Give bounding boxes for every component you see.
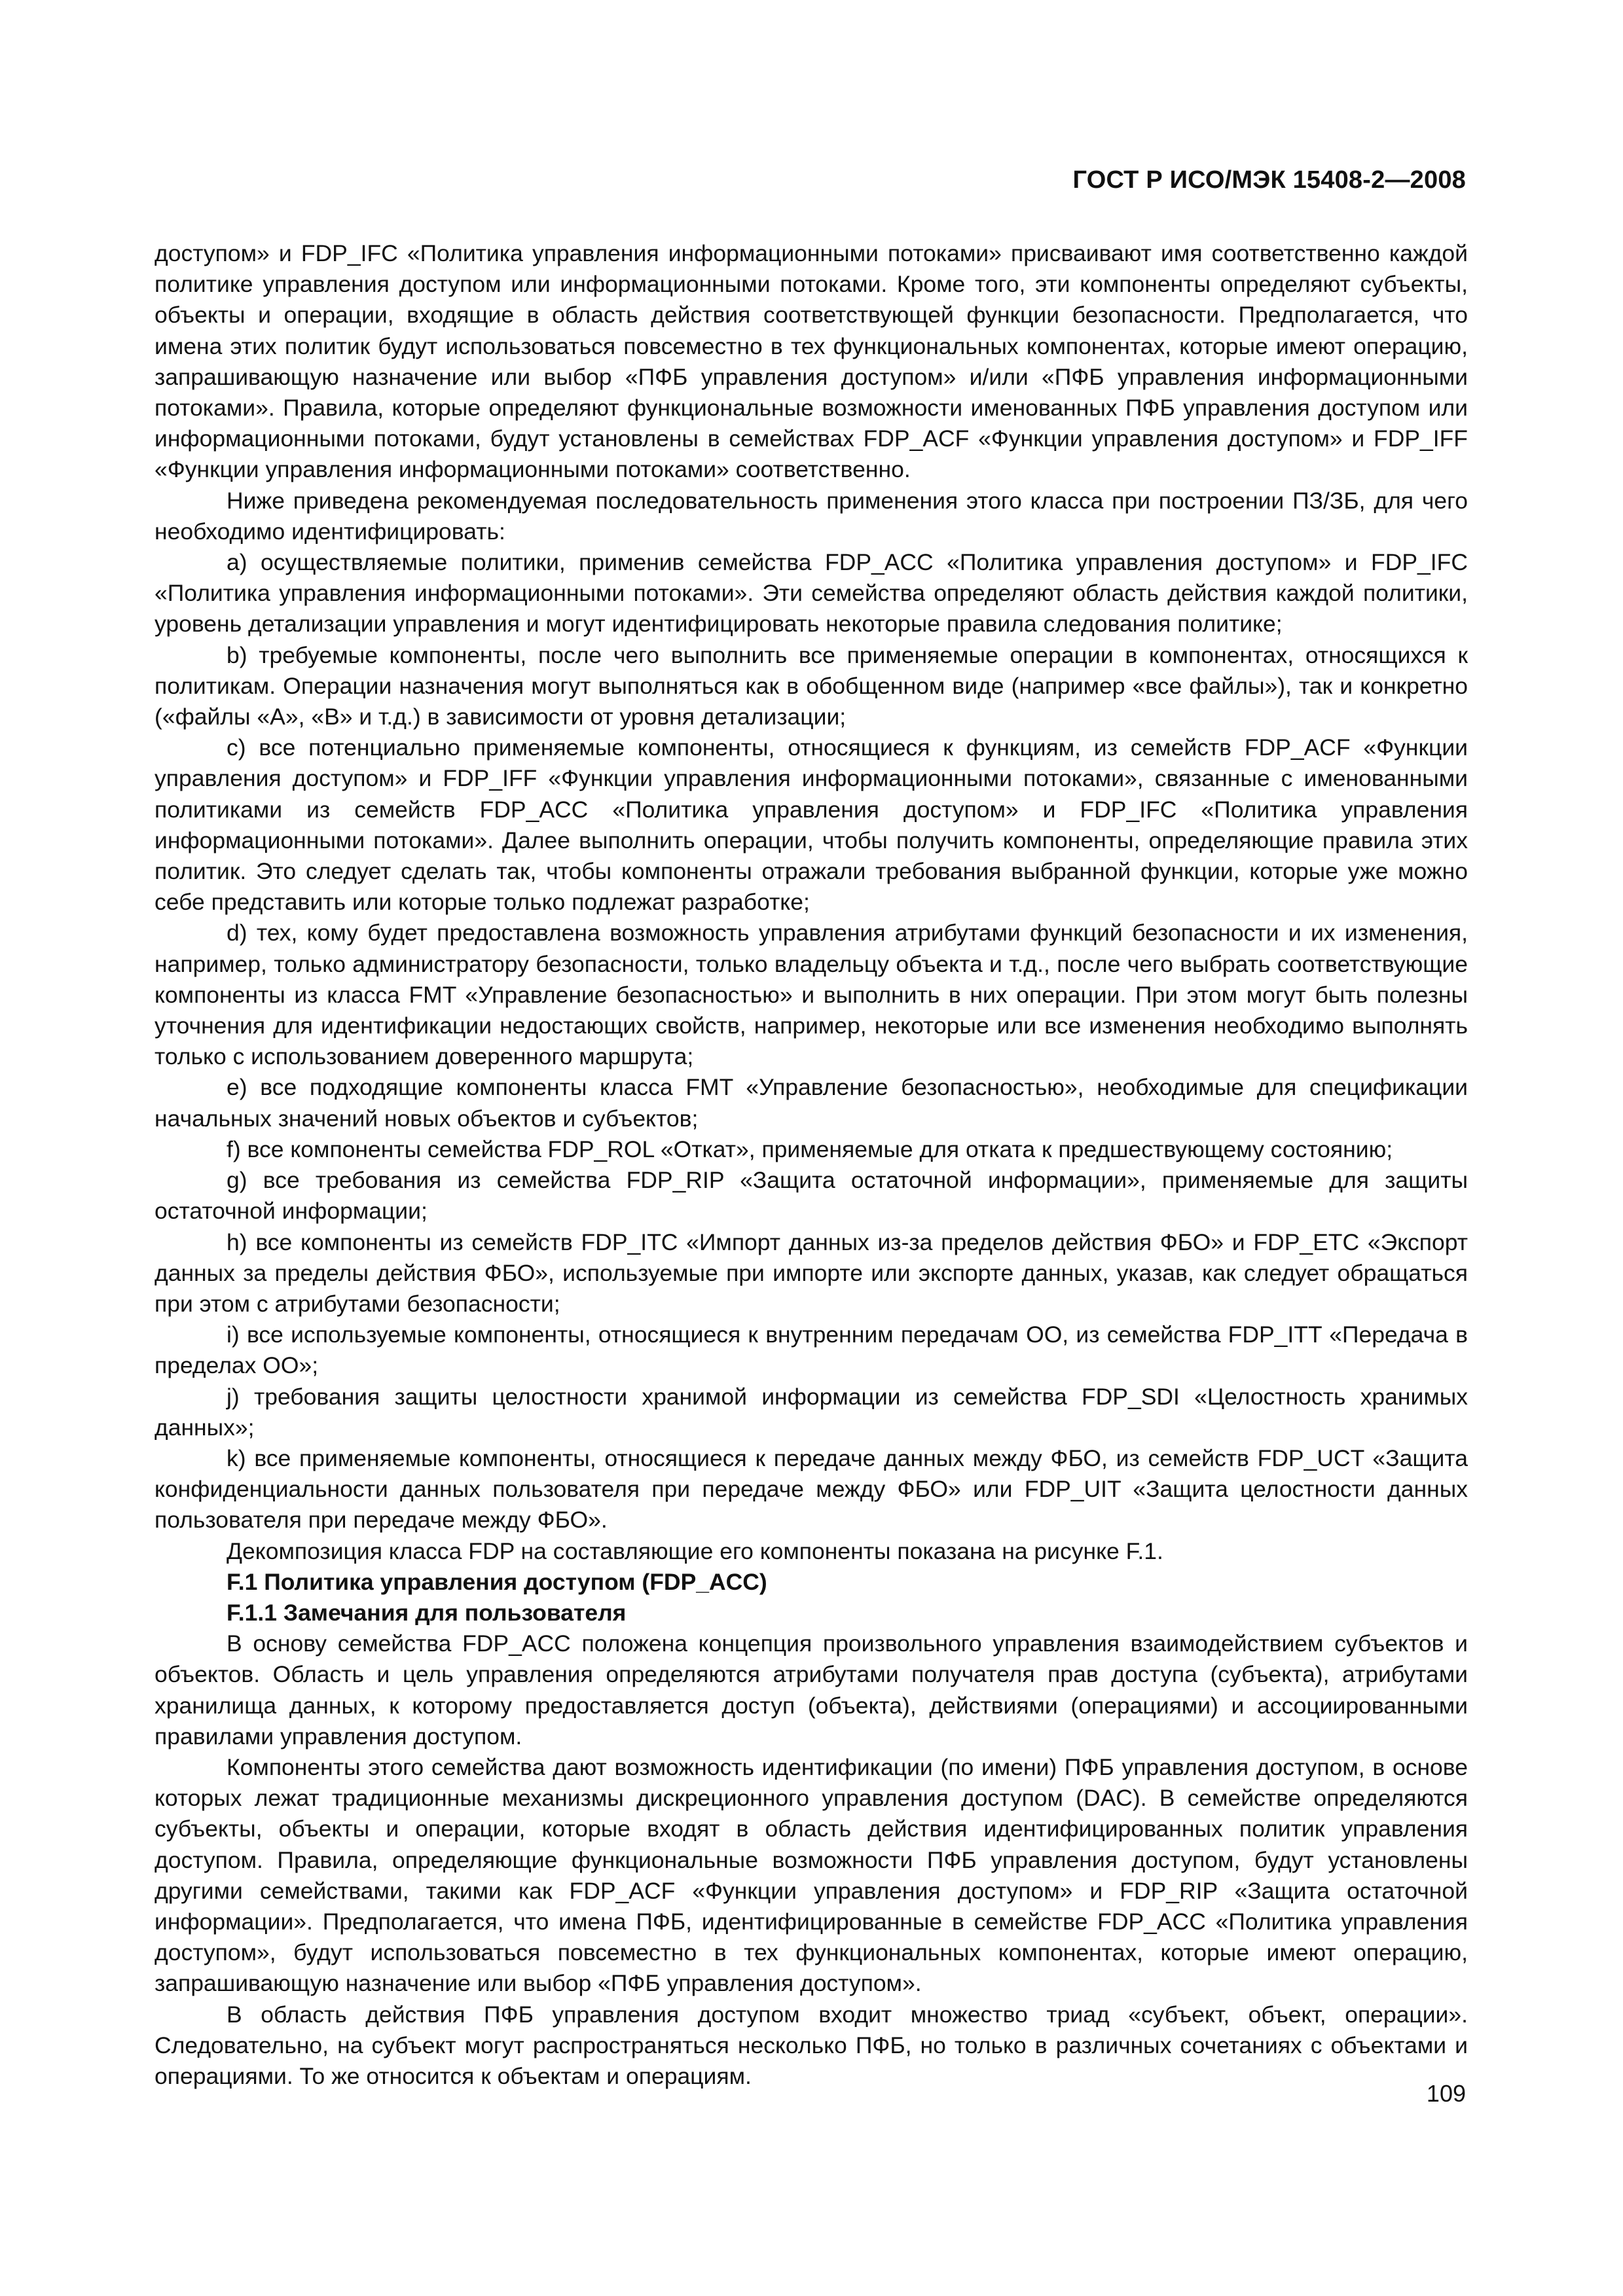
paragraph: Ниже приведена рекомендуемая последовательность применения этого класса при построении ПЗ/ЗБ, для чего необходимо идентифицировать: (155, 487, 1468, 545)
subsection-heading: F.1.1 Замечания для пользователя (227, 1599, 627, 1626)
paragraph: доступом» и FDP_IFC «Политика управления информационными потоками» присваивают имя соответственно каждой политике управления доступом или информационными потоками. Кроме того, эти компоненты определяют субъекты, объекты и операции, входящие в область действия соответствующей функции безопасности. Предполагается, что имена этих политик будут использоваться повсеместно в тех функциональных компонентах, которые имеют операцию, запрашивающую назначение или выбор «ПФБ управления доступом» и/или «ПФБ управления информационными потоками». Правила, которые определяют функциональные возможности именованных ПФБ управления доступом или информационными потоками, будут установлены в семействах FDP_ACF «Функции управления доступом» и FDP_IFF «Функции управления информационными потоками» соответственно. (155, 240, 1468, 483)
document-body (155, 238, 1468, 2092)
page-header-doc-id: ГОСТ Р ИСО/МЭК 15408-2—2008 (1072, 166, 1466, 194)
list-item-a: a) осуществляемые политики, применив семейства FDP_ACC «Политика управления доступом» и FDP_IFC «Политика управления информационными потоками». Эти семейства определяют область действия каждой политики, уровень детализации управления и могут идентифицировать некоторые правила следования политике; (155, 549, 1468, 637)
list-item-j: j) требования защиты целостности хранимой информации из семейства FDP_SDI «Целостность хранимых данных»; (155, 1383, 1468, 1441)
list-item-i: i) все используемые компоненты, относящиеся к внутренним передачам ОО, из семейства FDP_ITT «Передача в пределах ОО»; (155, 1321, 1468, 1379)
list-item-k: k) все применяемые компоненты, относящиеся к передаче данных между ФБО, из семейств FDP_UCT «Защита конфиденциальности данных пользователя при передаче между ФБО» или FDP_UIT «Защита целостности данных пользователя при передаче между ФБО». (155, 1444, 1468, 1534)
paragraph: Декомпозиция класса FDP на составляющие его компоненты показана на рисунке F.1. (227, 1537, 1163, 1564)
paragraph: Компоненты этого семейства дают возможность идентификации (по имени) ПФБ управления доступом, в основе которых лежат традиционные механизмы дискреционного управления доступом (DAC). В семействе определяются субъекты, объекты и операции, которые входят в область действия идентифицированных политик управления доступом. Правила, определяющие функциональные возможности ПФБ управления доступом, будут установлены другими семействами, такими как FDP_ACF «Функции управления доступом» и FDP_RIP «Защита остаточной информации». Предполагается, что имена ПФБ, идентифицированные в семействе FDP_ACC «Политика управления доступом», будут использоваться повсеместно в тех функциональных компонентах, которые имеют операцию, запрашивающую назначение или выбор «ПФБ управления доступом». (155, 1753, 1468, 1997)
list-item-e: e) все подходящие компоненты класса FMT «Управление безопасностью», необходимые для спецификации начальных значений новых объектов и субъектов; (155, 1074, 1468, 1132)
section-heading: F.1 Политика управления доступом (FDP_ACC) (227, 1568, 767, 1595)
list-item-f: f) все компоненты семейства FDP_ROL «Откат», применяемые для отката к предшествующему состоянию; (227, 1136, 1393, 1162)
list-item-g: g) все требования из семейства FDP_RIP «Защита остаточной информации», применяемые для защиты остаточной информации; (155, 1167, 1468, 1225)
paragraph: В область действия ПФБ управления доступом входит множество триад «субъект, объект, операции». Следовательно, на субъект могут распространяться несколько ПФБ, но только в различных сочетаниях с объектами и операциями. То же относится к объектам и операциям. (155, 2001, 1468, 2089)
list-item-b: b) требуемые компоненты, после чего выполнить все применяемые операции в компонентах, относящихся к политикам. Операции назначения могут выполняться как в обобщенном виде (например «все файлы»), так и конкретно («файлы «А», «В» и т.д.) в зависимости от уровня детализации; (155, 641, 1468, 730)
paragraph: В основу семейства FDP_ACC положена концепция произвольного управления взаимодействием субъектов и объектов. Область и цель управления определяются атрибутами получателя прав доступа (субъекта), атрибутами хранилища данных, к которому предоставляется доступ (объекта), действиями (операциями) и ассоциированными правилами управления доступом. (155, 1630, 1468, 1749)
list-item-c: c) все потенциально применяемые компоненты, относящиеся к функциям, из семейств FDP_ACF «Функции управления доступом» и FDP_IFF «Функции управления информационными потоками», связанные с именованными политиками из семейств FDP_ACC «Политика управления доступом» и FDP_IFC «Политика управления информационными потоками». Далее выполнить операции, чтобы получить компоненты, определяющие правила этих политик. Это следует сделать так, чтобы компоненты отражали требования выбранной функции, которые уже можно себе представить или которые только подлежат разработке; (155, 734, 1468, 916)
list-item-d: d) тех, кому будет предоставлена возможность управления атрибутами функций безопасности и их изменения, например, только администратору безопасности, только владельцу объекта и т.д., после чего выбрать соответствующие компоненты из класса FMT «Управление безопасностью» и выполнить в них операции. При этом могут быть полезны уточнения для идентификации недостающих свойств, например, некоторые или все изменения необходимо выполнять только с использованием доверенного маршрута; (155, 920, 1468, 1070)
page-number: 109 (1426, 2080, 1466, 2107)
list-item-h: h) все компоненты из семейств FDP_ITC «Импорт данных из-за пределов действия ФБО» и FDP_ETC «Экспорт данных за пределы действия ФБО», используемые при импорте или экспорте данных, указав, как следует обращаться при этом с атрибутами безопасности; (155, 1229, 1468, 1317)
